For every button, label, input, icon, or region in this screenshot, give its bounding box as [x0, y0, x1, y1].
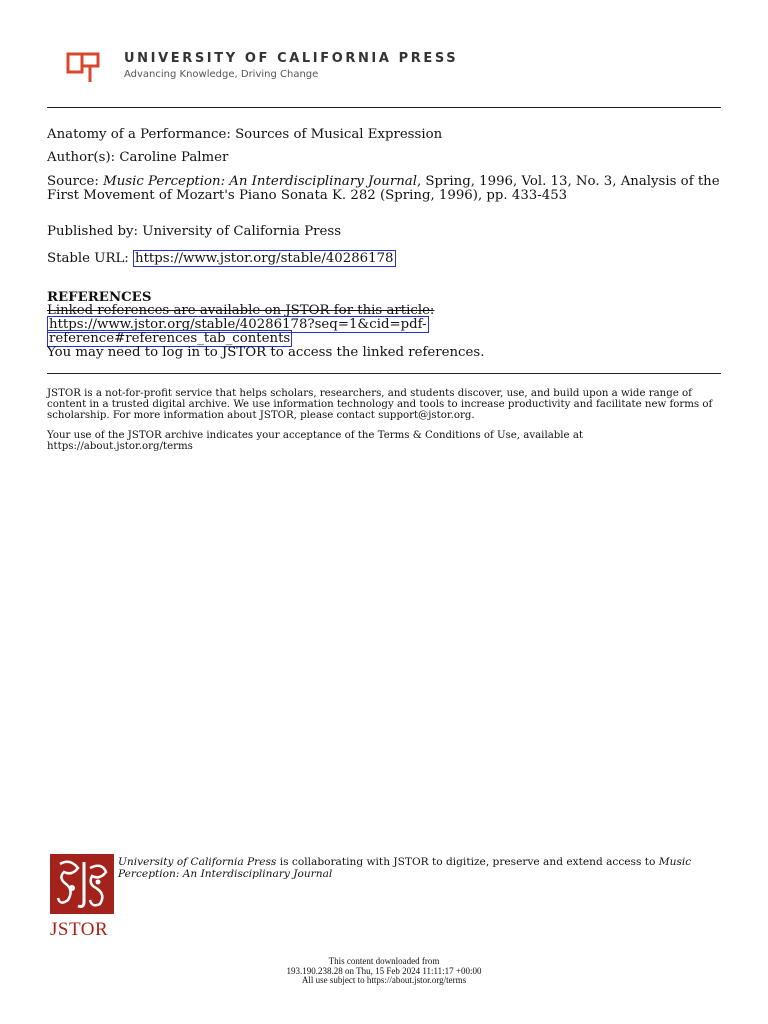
stable-url-link[interactable]: https://www.jstor.org/stable/40286178: [135, 251, 394, 266]
published-line: [47, 225, 722, 239]
source-details: , Spring, 1996, Vol. 13, No. 3, Analysis of the First Movement of Mozart's Piano Sonata K. 282 (Spring, 1996), pp. 433-453: [47, 174, 720, 203]
collab-publisher: University of California Press: [118, 856, 277, 868]
references-link-line1[interactable]: https://www.jstor.org/stable/40286178?seq=1&cid=pdf-: [49, 317, 427, 332]
terms-text: Your use of the JSTOR archive indicates your acceptance of the Terms & Conditions of Use, available at https://about.jstor.org/terms: [47, 430, 583, 452]
stable-url-label: Stable URL:: [47, 251, 129, 266]
footer-line-2: 193.190.238.28 on Thu, 15 Feb 2024 11:11:17 +00:00: [286, 965, 482, 976]
jstor-about-text: JSTOR is a not-for-profit service that helps scholars, researchers, and students discover, use, and build upon a wide range of content in a trusted digital archive. We use information technology and tools to increase productivity and facilitate new forms of scholarship. For more information about JSTOR, please contact support@jstor.org.: [47, 388, 713, 421]
jstor-emblem-icon: [50, 854, 114, 914]
article-title: Anatomy of a Performance: Sources of Musical Expression: [47, 127, 443, 142]
references-note: You may need to log in to JSTOR to access the linked references.: [47, 345, 485, 360]
published-label: Published by:: [47, 224, 139, 239]
source-label: Source:: [47, 174, 99, 189]
authors-value: Caroline Palmer: [119, 150, 229, 165]
download-footer: [0, 957, 768, 986]
references-heading: REFERENCES: [47, 290, 152, 305]
footer-line-1: This content downloaded from: [328, 956, 440, 966]
header-divider: [47, 107, 721, 108]
collab-journal: Music Perception: An Interdisciplinary Journal: [118, 856, 692, 880]
authors-label: Author(s):: [47, 150, 116, 165]
jstor-logo: [50, 854, 114, 938]
published-value: University of California Press: [142, 224, 342, 239]
source-line: [47, 175, 722, 203]
collaboration-text: [118, 856, 698, 880]
references-divider: [47, 373, 721, 374]
references-link-line2[interactable]: reference#references_tab_contents: [49, 331, 291, 346]
footer-line-3: All use subject to https://about.jstor.org/terms: [301, 975, 467, 985]
source-journal: Music Perception: An Interdisciplinary Journal: [103, 174, 417, 189]
publisher-tagline: Advancing Knowledge, Driving Change: [124, 69, 319, 80]
jstor-wordmark: JSTOR: [50, 919, 109, 940]
collab-text-mid: is collaborating with JSTOR to digitize, preserve and extend access to: [276, 856, 659, 868]
references-link[interactable]: [47, 318, 722, 346]
references-intro: Linked references are available on JSTOR for this article:: [47, 303, 435, 318]
ucpress-logo-icon: [66, 52, 102, 84]
references-body: [47, 304, 722, 360]
publisher-name: UNIVERSITY OF CALIFORNIA PRESS: [124, 51, 459, 66]
authors-line: [47, 151, 722, 165]
stable-url-line: [47, 252, 722, 266]
